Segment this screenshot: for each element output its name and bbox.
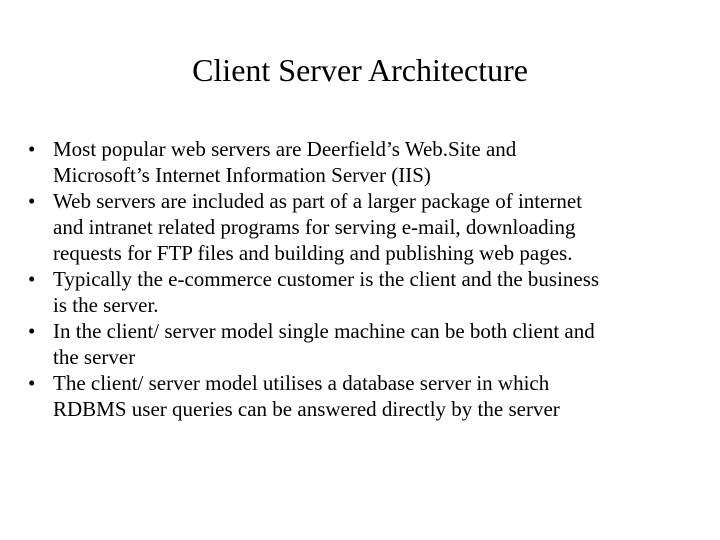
bullet-text: Web servers are included as part of a larger package of internet and intranet related programs for serving e-mail, downloading requests for FTP files and building and publishing web pages. (53, 189, 583, 265)
bullet-text: In the client/ server model single machine can be both client and the server (53, 319, 595, 369)
bullet-icon: • (28, 189, 36, 213)
bullet-icon: • (28, 137, 36, 161)
list-item (28, 136, 690, 188)
bullet-list (28, 136, 690, 422)
slide-title: Client Server Architecture (192, 52, 528, 88)
list-item (28, 188, 690, 266)
bullet-icon: • (28, 319, 36, 343)
bullet-text: Most popular web servers are Deerfield’s Web.Site and Microsoft’s Internet Information Server (IIS) (53, 137, 517, 187)
list-item (28, 318, 690, 370)
list-item (28, 266, 690, 318)
bullet-icon: • (28, 267, 36, 291)
bullet-text: The client/ server model utilises a database server in which RDBMS user queries can be answered directly by the server (53, 371, 560, 421)
bullet-text: Typically the e-commerce customer is the client and the business is the server. (53, 267, 600, 317)
bullet-icon: • (28, 371, 36, 395)
list-item (28, 370, 690, 422)
